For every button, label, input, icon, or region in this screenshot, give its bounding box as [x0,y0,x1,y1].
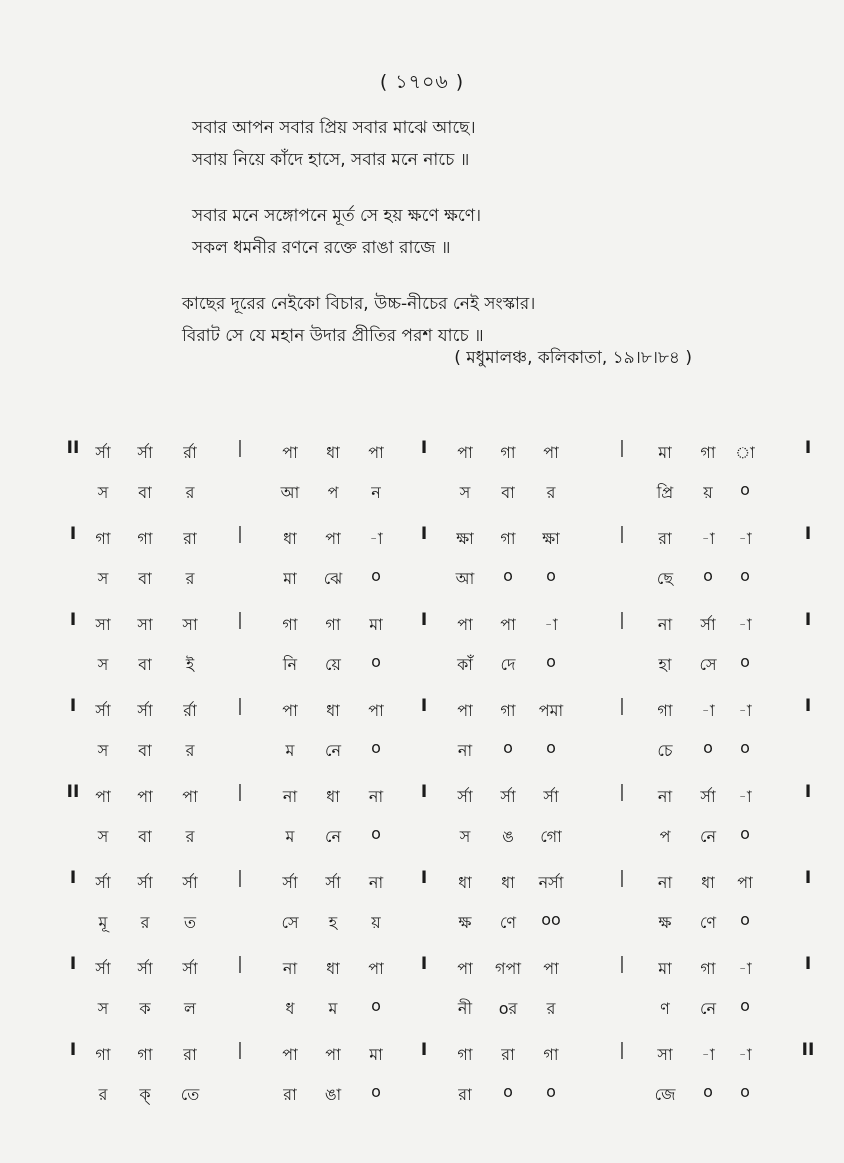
swara-note: পা [95,787,111,806]
swara-note: পা [737,873,753,892]
bar-end: I [804,782,812,802]
swara-note: -া [544,615,558,634]
lyric-syllable: ঙা [324,1085,342,1104]
swara-note: গা [95,1045,111,1064]
swara-note: ক্ষা [456,529,474,548]
lyric-syllable: প [659,827,671,846]
swara-note: র্সা [95,443,111,462]
swara-note: র্সা [182,959,198,978]
bar-divider: | [237,524,243,544]
lyric-syllable: ক্ষ [658,913,672,932]
lyric-syllable: o [546,738,556,757]
lyric-syllable: বা [138,569,152,588]
lyric-syllable: বা [501,483,515,502]
lyric-syllable: য় [703,483,713,502]
swara-note: ধা [283,529,297,548]
lyric-syllable: oo [541,910,561,929]
swara-note: গা [500,443,516,462]
bar-divider: | [237,610,243,630]
lyric-syllable: o [703,566,713,585]
notation-row [0,690,844,776]
page-number: ( ১৭০৬ ) [379,71,465,93]
swara-note: গা [325,615,341,634]
bar-end: I [804,868,812,888]
lyric-syllable: প্রি [656,483,674,502]
lyric-syllable: o [740,910,750,929]
lyric-syllable: o [740,1082,750,1101]
lyric-syllable: রা [458,1085,472,1104]
bar-divider: | [237,868,243,888]
bar-end: I [804,954,812,974]
swara-note: -া [701,529,715,548]
lyric-syllable: র [185,483,195,502]
bar-mid: I [420,696,428,716]
notation-row [0,518,844,604]
swara-note: র্সা [95,873,111,892]
swara-note: পা [543,443,559,462]
lyric-syllable: o [371,1082,381,1101]
lyric-syllable: ণে [699,913,717,932]
swara-note: গা [657,701,673,720]
notation-row [0,776,844,862]
poem-stanza [182,288,844,352]
swara-note: পা [137,787,153,806]
swara-note: পা [325,1045,341,1064]
bar-mid: I [420,438,428,458]
lyric-syllable: য়ে [325,655,341,674]
bar-divider: | [619,610,625,630]
swara-note: র্সা [543,787,559,806]
lyric-syllable: স [459,827,471,846]
lyric-syllable: o [371,566,381,585]
swara-note: নর্সা [538,873,564,892]
lyric-syllable: স [97,483,109,502]
swara-note: ধা [501,873,515,892]
lyric-syllable: র [140,913,150,932]
lyric-syllable: কাঁ [457,655,473,674]
lyric-syllable: নে [699,999,717,1018]
swara-note: গা [700,443,716,462]
lyric-syllable: ক্ [139,1085,151,1104]
lyric-syllable: o [371,996,381,1015]
lyric-syllable: ক [139,999,151,1018]
bar-divider: | [619,954,625,974]
bar-end: II [801,1040,815,1060]
poem [0,112,844,376]
lyric-syllable: ন [371,483,381,502]
bar-end: I [804,438,812,458]
swara-note: র্সা [137,959,153,978]
bar-start: I [69,524,77,544]
poem-line: কাছের দূরের নেইকো বিচার, উচ্চ-নীচের নেই সংস্কার। [182,294,536,314]
swara-note: গা [137,1045,153,1064]
swara-note: গা [700,959,716,978]
lyric-syllable: ই [185,655,195,674]
swara-note: মা [369,1045,383,1064]
bar-divider: | [619,782,625,802]
lyric-syllable: হা [658,655,672,674]
swara-note: পা [543,959,559,978]
lyric-syllable: ধ [285,999,295,1018]
swara-note: গা [457,1045,473,1064]
swara-note: ধা [326,443,340,462]
lyric-syllable: ছে [656,569,674,588]
swara-note: গা [137,529,153,548]
swara-note: গা [282,615,298,634]
bar-start: I [69,696,77,716]
swara-note: পা [500,615,516,634]
poem-line: সকল ধমনীর রণনে রক্তে রাঙা রাজে ॥ [192,238,451,258]
swara-note: গা [543,1045,559,1064]
notation-row [0,604,844,690]
lyric-syllable: র [185,741,195,760]
lyric-syllable: ত [183,913,197,932]
swara-note: পা [457,443,473,462]
bar-start: II [66,438,80,458]
bar-mid: I [420,610,428,630]
bar-mid: I [420,782,428,802]
lyric-syllable: ঝে [323,569,343,588]
bar-mid: I [420,868,428,888]
swara-note: পমা [538,701,564,720]
bar-divider: | [237,782,243,802]
lyric-syllable: নে [324,741,342,760]
lyric-syllable: o [740,566,750,585]
lyric-syllable: ল [184,999,196,1018]
bar-divider: | [619,868,625,888]
swara-note: -া [738,1045,752,1064]
swara-note: ধা [458,873,472,892]
swara-note: মা [658,443,672,462]
lyric-syllable: হ [328,913,338,932]
swara-note: ধা [701,873,715,892]
lyric-syllable: য় [371,913,381,932]
swara-note: পা [457,615,473,634]
swara-note: ক্ষা [542,529,560,548]
swara-note: পা [325,529,341,548]
lyric-syllable: তে [180,1085,200,1104]
lyric-syllable: o [546,566,556,585]
swara-note: র্সা [325,873,341,892]
swara-note: পা [368,701,384,720]
swara-note: র্সা [700,615,716,634]
poem-source: ( মধুমালঞ্চ, কলিকাতা, ১৯।৮।৮৪ ) [454,348,692,368]
lyric-syllable: o [740,996,750,1015]
lyric-syllable: র [546,483,556,502]
lyric-syllable: o [503,1082,513,1101]
lyric-syllable: চে [657,741,673,760]
lyric-syllable: o [740,652,750,671]
bar-end: I [804,610,812,630]
lyric-syllable: o [740,480,750,499]
lyric-syllable: o [546,1082,556,1101]
swara-note: না [282,959,298,978]
lyric-syllable: আ [280,483,300,502]
swara-note: না [657,615,673,634]
lyric-syllable: স [97,569,109,588]
swara-note: র্সা [95,701,111,720]
swara-note: -া [738,701,752,720]
swara-note: া [735,443,755,462]
lyric-syllable: সে [699,655,717,674]
lyric-syllable: স [97,741,109,760]
lyric-syllable: রা [283,1085,297,1104]
swara-note: মা [369,615,383,634]
swara-note: পা [282,443,298,462]
swara-note: রা [658,529,672,548]
swara-note: -া [701,1045,715,1064]
lyric-syllable: র [98,1085,108,1104]
swara-note: -া [738,529,752,548]
swara-note: র্সা [500,787,516,806]
lyric-syllable: o [740,824,750,843]
swara-note: র্সা [137,873,153,892]
notation-row [0,1034,844,1120]
lyric-syllable: নি [282,655,298,674]
lyric-syllable: র [546,999,556,1018]
lyric-syllable: o [546,652,556,671]
lyric-syllable: আ [455,569,475,588]
swara-note: গপা [495,959,521,978]
bar-divider: | [619,438,625,458]
swara-note: র্সা [700,787,716,806]
swara-note: গা [500,701,516,720]
lyric-syllable: প [327,483,339,502]
lyric-syllable: নে [324,827,342,846]
swara-note: না [282,787,298,806]
swara-note: সা [137,615,153,634]
bar-start: I [69,610,77,630]
bar-divider: | [619,524,625,544]
swara-note: র্সা [137,443,153,462]
swara-note: না [657,873,673,892]
poem-line: সবায় নিয়ে কাঁদে হাসে, সবার মনে নাচে ॥ [192,150,470,170]
swara-note: না [368,787,384,806]
swara-note: র্সা [457,787,473,806]
lyric-syllable: বা [138,827,152,846]
swara-note: ধা [326,787,340,806]
lyric-syllable: ঙ [502,827,514,846]
bar-mid: I [420,954,428,974]
lyric-syllable: নী [457,999,473,1018]
swara-note: র্রা [183,701,197,720]
bar-start: I [69,1040,77,1060]
swara-note: পা [457,701,473,720]
lyric-syllable: র [185,569,195,588]
lyric-syllable: জে [654,1085,676,1104]
poem-stanza [192,200,844,264]
notation-row [0,948,844,1034]
lyric-syllable: বা [138,741,152,760]
lyric-syllable: o [371,652,381,671]
bar-start: I [69,868,77,888]
lyric-syllable: স [459,483,471,502]
lyric-syllable: নে [699,827,717,846]
swara-note: গা [500,529,516,548]
swara-note: র্সা [182,873,198,892]
lyric-syllable: মূ [98,913,108,932]
lyric-syllable: গো [540,827,562,846]
lyric-syllable: স [97,827,109,846]
lyric-syllable: o [503,566,513,585]
lyric-syllable: ণ [660,999,670,1018]
lyric-syllable: o [503,738,513,757]
swara-note: পা [282,701,298,720]
swara-note: -া [369,529,383,548]
lyric-syllable: o [740,738,750,757]
lyric-syllable: ম [328,999,338,1018]
swara-note: -া [701,701,715,720]
lyric-syllable: ম [285,827,295,846]
swara-note: পা [457,959,473,978]
swara-note: ধা [326,959,340,978]
poem-line: বিরাট সে যে মহান উদার প্রীতির পরশ যাচে ॥ [182,326,484,346]
poem-line: সবার মনে সঙ্গোপনে মূর্ত সে হয় ক্ষণে ক্ষণে। [192,206,482,226]
notation-row [0,432,844,518]
lyric-syllable: ম [285,741,295,760]
swara-note: রা [183,529,197,548]
lyric-syllable: o [371,738,381,757]
lyric-syllable: বা [138,655,152,674]
lyric-syllable: oর [498,999,518,1018]
swara-note: সা [182,615,198,634]
lyric-syllable: o [703,738,713,757]
bar-start: I [69,954,77,974]
swara-note: -া [738,787,752,806]
poem-line: সবার আপন সবার প্রিয় সবার মাঝে আছে। [192,118,476,138]
swara-note: ধা [326,701,340,720]
poem-stanza [192,112,844,176]
lyric-syllable: বা [138,483,152,502]
swara-note: না [657,787,673,806]
bar-end: I [804,696,812,716]
bar-start: II [66,782,80,802]
swara-note: মা [658,959,672,978]
swara-note: সা [657,1045,673,1064]
swara-note: পা [368,443,384,462]
swara-note: রা [501,1045,515,1064]
bar-divider: | [237,954,243,974]
swara-note: পা [368,959,384,978]
swara-note: পা [182,787,198,806]
swara-note: রা [183,1045,197,1064]
lyric-syllable: দে [500,655,516,674]
swara-note: র্রা [183,443,197,462]
swara-note: -া [738,959,752,978]
swara-note: পা [282,1045,298,1064]
swara-note: সা [95,615,111,634]
bar-divider: | [237,696,243,716]
bar-mid: I [420,1040,428,1060]
bar-divider: | [619,1040,625,1060]
swara-note: না [368,873,384,892]
bar-end: I [804,524,812,544]
lyric-syllable: ণে [499,913,517,932]
lyric-syllable: র [185,827,195,846]
lyric-syllable: o [703,1082,713,1101]
bar-divider: | [619,696,625,716]
lyric-syllable: সে [281,913,299,932]
lyric-syllable: o [371,824,381,843]
lyric-syllable: না [457,741,473,760]
bar-mid: I [420,524,428,544]
lyric-syllable: ক্ষ [458,913,472,932]
notation-row [0,862,844,948]
swara-note: র্সা [95,959,111,978]
notation-table [0,432,844,1120]
lyric-syllable: স [97,655,109,674]
swara-note: র্সা [137,701,153,720]
swara-note: গা [95,529,111,548]
swara-note: -া [738,615,752,634]
swara-note: র্সা [282,873,298,892]
lyric-syllable: স [97,999,109,1018]
lyric-syllable: মা [283,569,297,588]
bar-divider: | [237,1040,243,1060]
bar-divider: | [237,438,243,458]
